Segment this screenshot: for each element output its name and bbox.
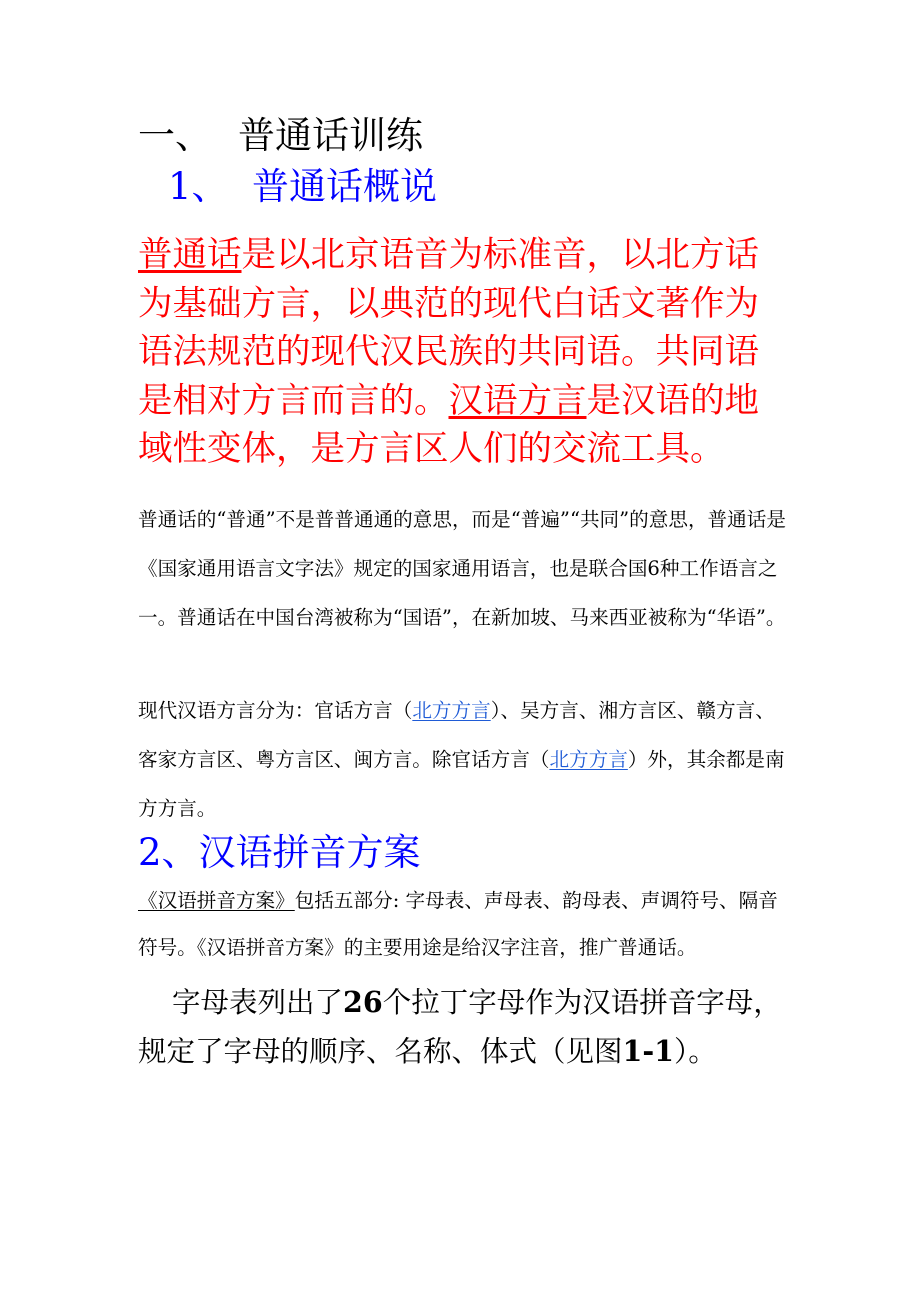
- subsection-heading-1: [168, 163, 437, 211]
- northern-dialect-link[interactable]: 北方方言: [412, 699, 491, 722]
- northern-dialect-link-2[interactable]: 北方方言: [549, 748, 628, 771]
- term-dialect: 汉语方言: [448, 380, 587, 421]
- book-title: 《汉语拼音方案》: [138, 889, 295, 912]
- definition-paragraph: [138, 231, 788, 474]
- dialects-text-2: ）、吴方言、湘方言区、赣方言、客家方言区、粤方言区、闽方言。除官话方言（: [138, 699, 775, 771]
- dialects-text-3: ）外，其余都是南方方言。: [138, 748, 785, 820]
- subsection-heading-2: 2、汉语拼音方案: [138, 831, 421, 874]
- alphabet-text-2: 个拉丁字母作为汉语拼音字母，规定了字母的顺序、名称、体式（见图: [138, 986, 782, 1068]
- term-putonghua: 普通话: [138, 235, 242, 275]
- section-heading: [138, 112, 423, 160]
- definition-text-2: 是汉语的地域性变体，是方言区人们的交流工具。: [138, 380, 759, 469]
- paragraph-alphabet: [138, 978, 788, 1076]
- alphabet-text-3: ）。: [674, 1035, 717, 1068]
- section-number: 一、: [138, 114, 212, 157]
- paragraph-putonghua-meaning: 普通话的“普通”不是普普通通的意思，而是“普遍”“共同”的意思，普通话是《国家通用语言文字法》规定的国家通用语言，也是联合国6种工作语言之一。普通话在中国台湾被称为“国语”，在新加坡、马来西亚被称为“华语”。: [138, 508, 786, 629]
- alphabet-text-1: 字母表列出了: [172, 986, 344, 1019]
- subsection-title: 普通话概说: [252, 165, 437, 208]
- pinyin-scheme-text: 包括五部分: 字母表、声母表、韵母表、声调符号、隔音符号。《汉语拼音方案》的主要用途是给汉字注音，推广普通话。: [138, 889, 778, 959]
- section-title: 普通话训练: [238, 114, 423, 157]
- paragraph-pinyin-scheme: [138, 877, 788, 971]
- subsection-number: 1、: [168, 165, 229, 208]
- definition-text-1: 是以北京语音为标准音，以北方话为基础方言，以典范的现代白话文著作为语法规范的现代汉民族的共同语。共同语是相对方言而言的。: [138, 235, 759, 421]
- letter-count: 26: [343, 985, 383, 1019]
- paragraph-dialects: [138, 686, 788, 833]
- dialects-text-1: 现代汉语方言分为：官话方言（: [138, 699, 413, 722]
- figure-reference: 1-1: [622, 1034, 675, 1068]
